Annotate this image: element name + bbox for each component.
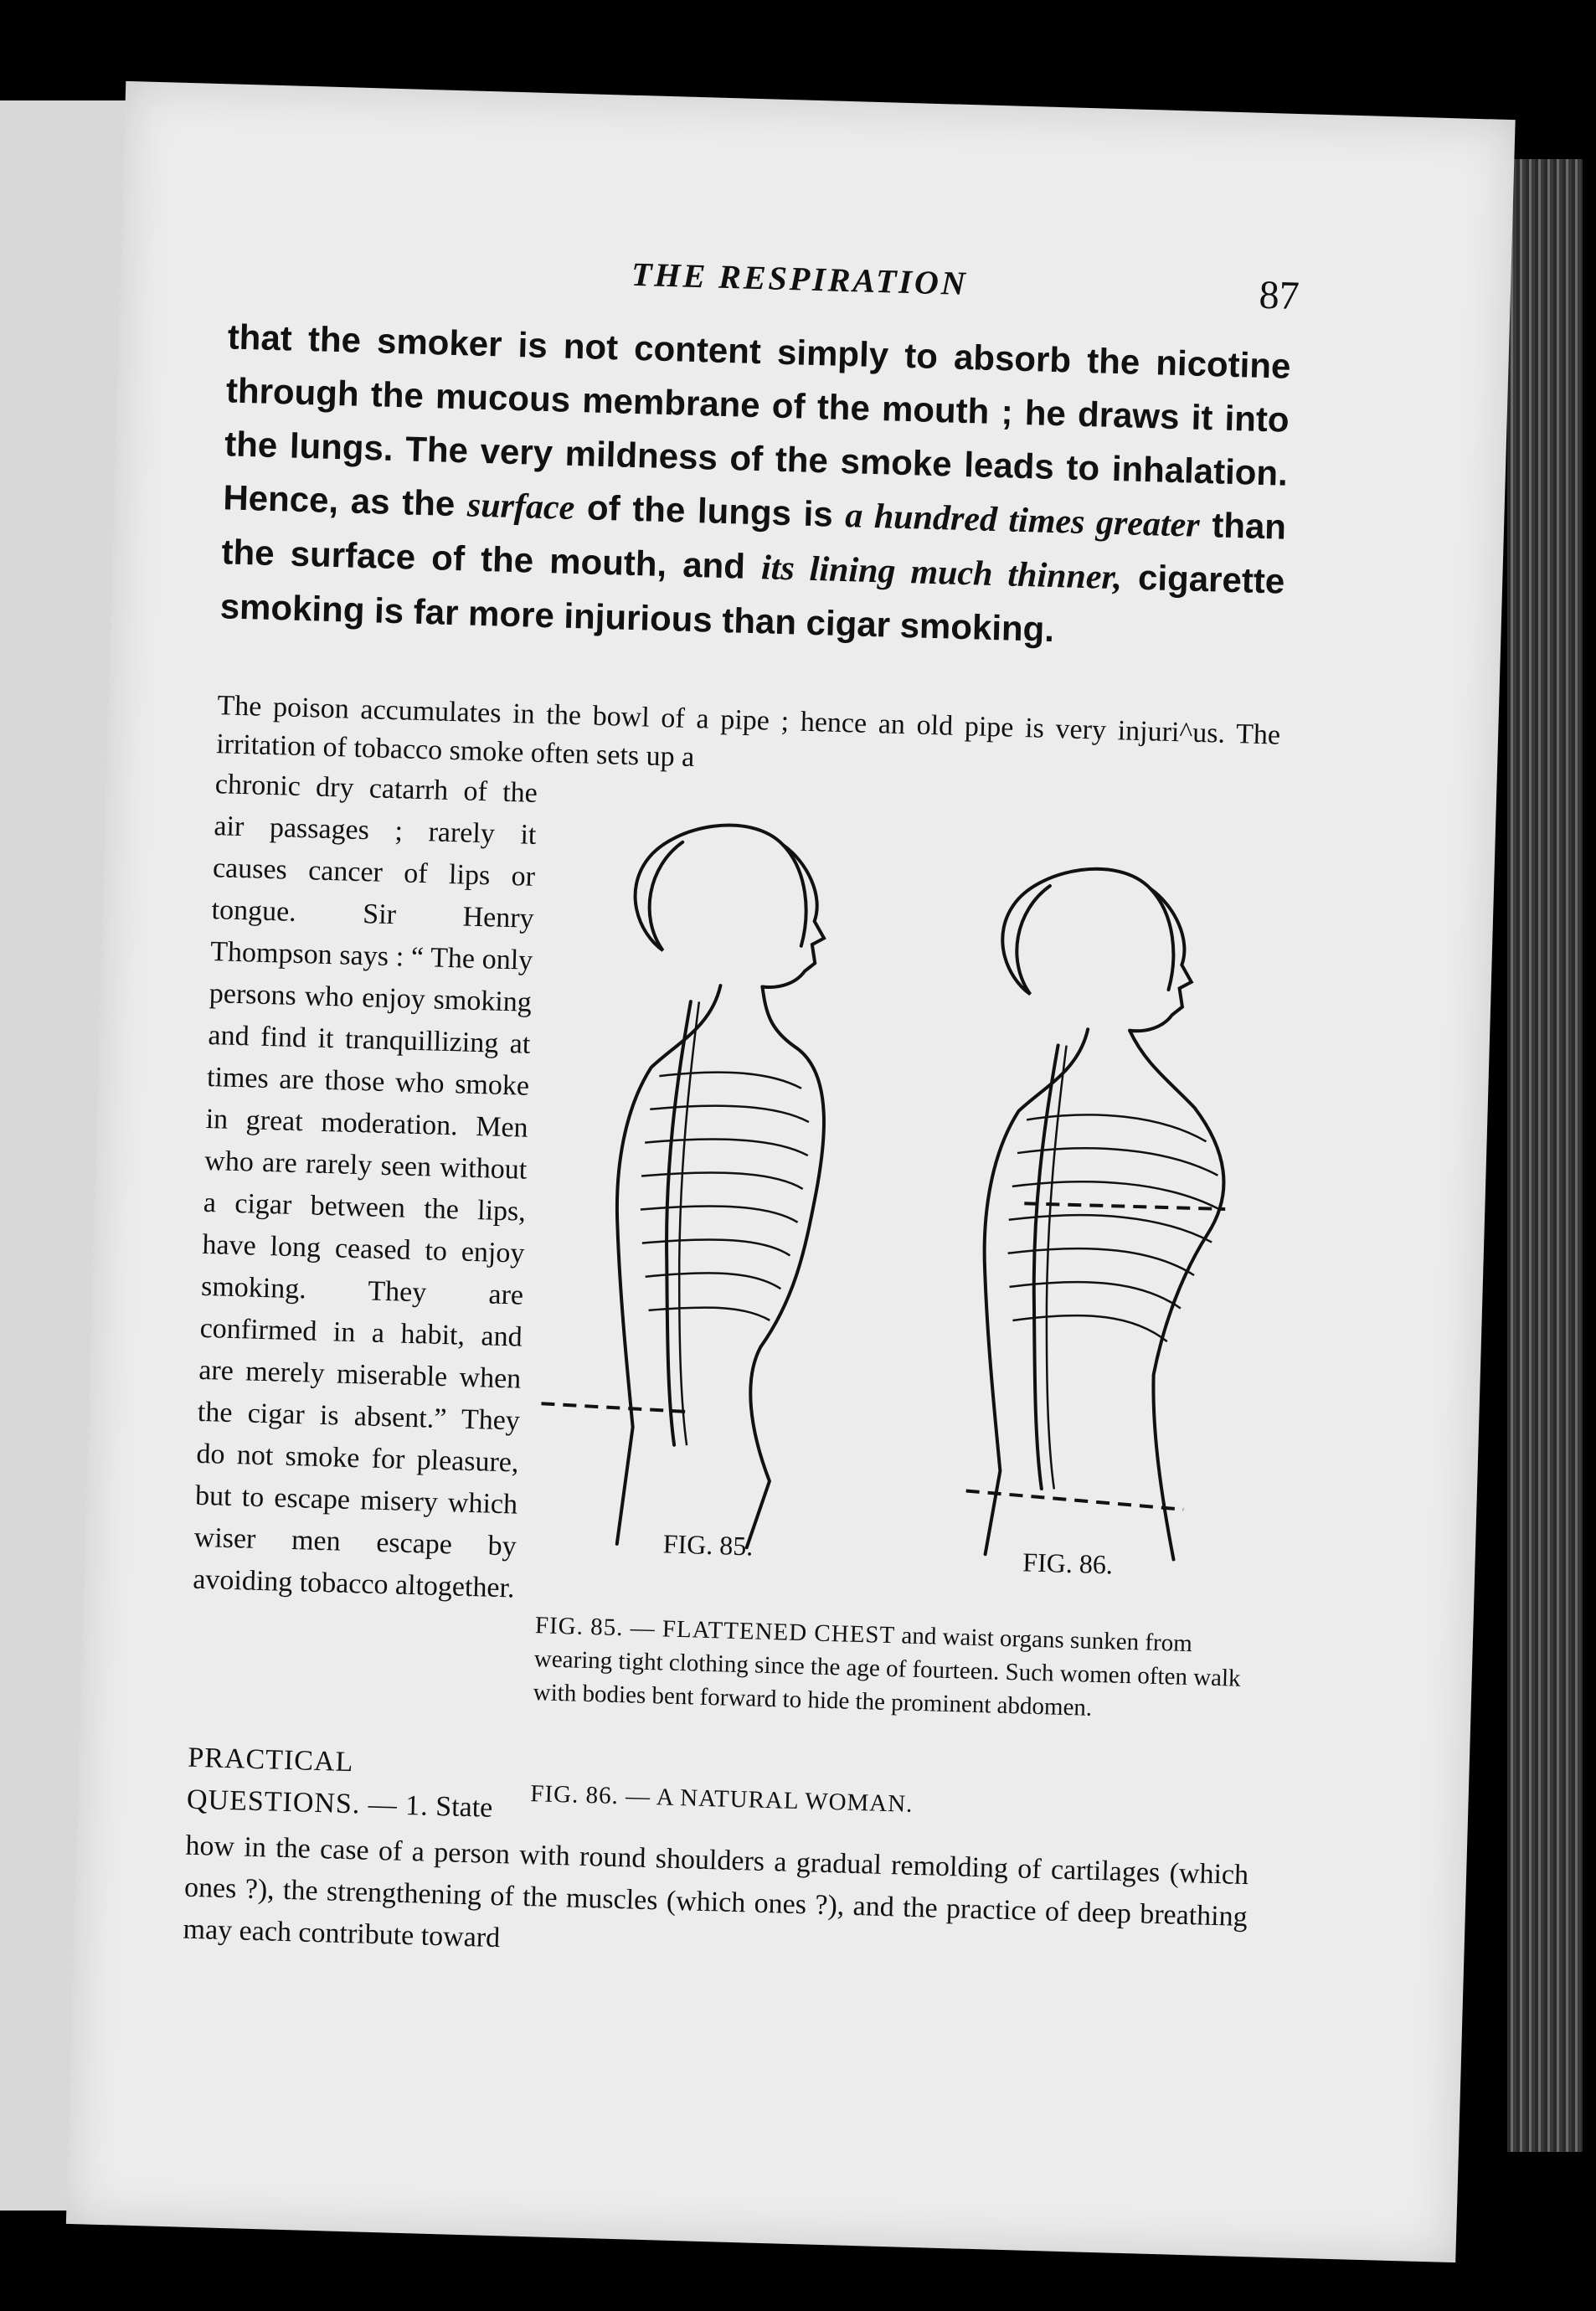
anatomy-figures-svg: [537, 789, 1287, 1588]
page-stack-edge: [1507, 159, 1583, 2152]
running-header: THE RESPIRATION: [631, 255, 969, 302]
figure-illustrations: [537, 789, 1287, 1588]
practical-questions-heading: PRACTICAL QUESTIONS. — 1.: [186, 1742, 430, 1822]
practical-questions-body: how in the case of a person with round shoulders a gradual remolding of cartilages (which ones ?), the strengthening of the muscles (which ones ?), and the practice of deep breathing may each contribute toward: [183, 1830, 1249, 1954]
lead-paragraph: that the smoker is not content simply to absorb the nicotine through the mucous membrane of the mouth ; he draws it into the lungs. The very mildness of the smoke leads to inhalation. Hence, as the surface of the lungs is a hundred times greater than the surface of the mouth, and its lining much thinner, cigarette smoking is far more injurious than cigar smoking.: [219, 317, 1292, 650]
emphasis-lining: its lining much thinner,: [760, 548, 1123, 598]
figure-85-drawing: [538, 821, 832, 1550]
practical-questions-start: PRACTICAL QUESTIONS. — 1. State: [186, 1742, 493, 1824]
poison-paragraph-column: chronic dry catarrh of the air passages ; rarely it causes cancer of lips or tongue. Sir Henry Thompson says : “ The only persons who enjoy smoking and find it tranquillizing at times are those who smoke in great moderation. Men who are rarely seen without a cigar between the lips, have long ceased to enjoy smoking. They are confirmed in a habit, and are merely miserable when the cigar is absent.” They do not smoke for pleasure, but to escape misery which wiser men escape by avoiding tobacco altogether.: [192, 769, 538, 1604]
figure-86-label: FIG. 86.: [1022, 1547, 1114, 1580]
page-number: 87: [1258, 272, 1300, 319]
book-page: [66, 81, 1516, 2262]
poison-paragraph-intro: The poison accumulates in the bowl of a pipe ; hence an old pipe is very injuri^us. The irritation of tobacco smoke often sets up a: [215, 690, 1281, 774]
emphasis-surface: surface: [466, 486, 575, 528]
figure-85-label: FIG. 85.: [662, 1528, 754, 1562]
figure-85-caption: FIG. 85. — FLATTENED CHEST and waist organs sunken from wearing tight clothing since the age of fourteen. Such women often walk with bodies bent forward to hide the prominent abdomen.: [533, 1612, 1242, 1722]
figure-86-drawing: [965, 866, 1235, 1561]
emphasis-hundred-times: a hundred times greater: [844, 497, 1201, 545]
figure-86-caption: FIG. 86. — A NATURAL WOMAN.: [529, 1780, 914, 1818]
